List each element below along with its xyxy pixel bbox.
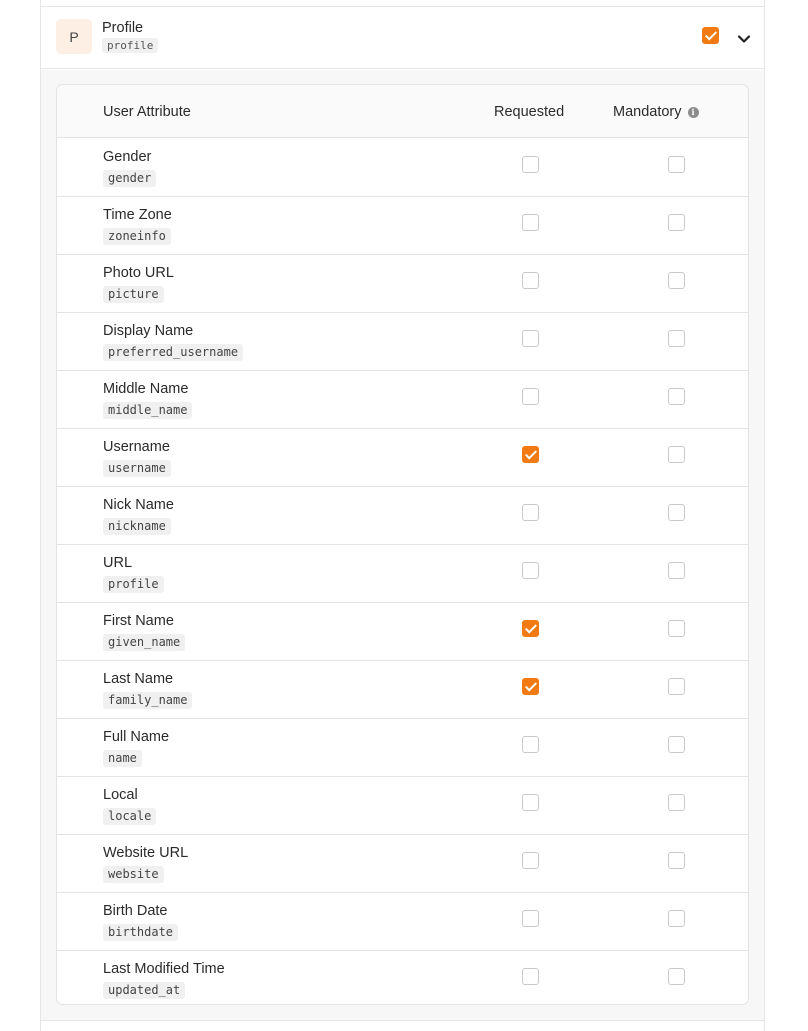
- requested-checkbox[interactable]: [522, 736, 539, 753]
- attribute-code: given_name: [103, 634, 185, 651]
- table-row: [57, 429, 748, 487]
- column-header-mandatory: [613, 104, 699, 120]
- mandatory-checkbox[interactable]: [668, 272, 685, 289]
- mandatory-checkbox[interactable]: [668, 968, 685, 985]
- mandatory-checkbox[interactable]: [668, 214, 685, 231]
- mandatory-checkbox[interactable]: [668, 562, 685, 579]
- table-row: [57, 545, 748, 603]
- requested-checkbox[interactable]: [522, 852, 539, 869]
- table-row: [57, 371, 748, 429]
- column-header-mandatory-label: Mandatory: [613, 104, 682, 120]
- scope-code: profile: [102, 38, 158, 53]
- scope-header[interactable]: [41, 7, 764, 69]
- attribute-code: updated_at: [103, 982, 185, 999]
- attribute-label: Display Name: [103, 323, 194, 339]
- attribute-code: zoneinfo: [103, 228, 171, 245]
- attribute-code: preferred_username: [103, 344, 243, 361]
- attribute-label: Last Name: [103, 671, 174, 687]
- table-row: [57, 255, 748, 313]
- attribute-label: Last Modified Time: [103, 961, 225, 977]
- attribute-label: Local: [103, 787, 138, 803]
- requested-checkbox[interactable]: [522, 504, 539, 521]
- mandatory-checkbox[interactable]: [668, 156, 685, 173]
- requested-checkbox[interactable]: [522, 794, 539, 811]
- table-row: [57, 487, 748, 545]
- requested-checkbox[interactable]: [522, 446, 539, 463]
- attribute-label: Photo URL: [103, 265, 174, 281]
- attribute-code: profile: [103, 576, 164, 593]
- requested-checkbox[interactable]: [522, 388, 539, 405]
- mandatory-checkbox[interactable]: [668, 330, 685, 347]
- scope-title: Profile: [102, 20, 144, 36]
- attribute-label: Username: [103, 439, 170, 455]
- attribute-code: locale: [103, 808, 156, 825]
- attribute-code: middle_name: [103, 402, 192, 419]
- table-row: [57, 603, 748, 661]
- mandatory-checkbox[interactable]: [668, 504, 685, 521]
- column-header-requested: Requested: [494, 104, 565, 120]
- mandatory-checkbox[interactable]: [668, 446, 685, 463]
- attribute-label: Birth Date: [103, 903, 168, 919]
- table-row: [57, 313, 748, 371]
- attribute-label: Nick Name: [103, 497, 174, 513]
- table-row: [57, 719, 748, 777]
- attribute-code: username: [103, 460, 171, 477]
- requested-checkbox[interactable]: [522, 156, 539, 173]
- table-row: [57, 197, 748, 255]
- attributes-panel: [41, 70, 764, 1021]
- mandatory-checkbox[interactable]: [668, 852, 685, 869]
- table-row: [57, 835, 748, 893]
- attribute-code: picture: [103, 286, 164, 303]
- attribute-label: Time Zone: [103, 207, 172, 223]
- attribute-code: name: [103, 750, 142, 767]
- attribute-label: First Name: [103, 613, 174, 629]
- attribute-code: family_name: [103, 692, 192, 709]
- requested-checkbox[interactable]: [522, 562, 539, 579]
- requested-checkbox[interactable]: [522, 330, 539, 347]
- info-icon[interactable]: i: [688, 107, 699, 118]
- attribute-code: nickname: [103, 518, 171, 535]
- table-row: [57, 893, 748, 951]
- requested-checkbox[interactable]: [522, 678, 539, 695]
- mandatory-checkbox[interactable]: [668, 678, 685, 695]
- attribute-code: website: [103, 866, 164, 883]
- mandatory-checkbox[interactable]: [668, 736, 685, 753]
- attribute-label: URL: [103, 555, 133, 571]
- attributes-table: [56, 84, 749, 1005]
- requested-checkbox[interactable]: [522, 968, 539, 985]
- scope-avatar: P: [56, 19, 92, 54]
- table-row: [57, 139, 748, 197]
- requested-checkbox[interactable]: [522, 910, 539, 927]
- mandatory-checkbox[interactable]: [668, 620, 685, 637]
- attribute-code: birthdate: [103, 924, 178, 941]
- table-header: [57, 85, 748, 138]
- attribute-label: Gender: [103, 149, 152, 165]
- table-row: [57, 777, 748, 835]
- scope-section: [40, 0, 765, 1031]
- requested-checkbox[interactable]: [522, 214, 539, 231]
- column-header-attribute: User Attribute: [103, 104, 191, 120]
- mandatory-checkbox[interactable]: [668, 910, 685, 927]
- attribute-label: Full Name: [103, 729, 170, 745]
- table-row: [57, 951, 748, 1005]
- attribute-code: gender: [103, 170, 156, 187]
- attribute-label: Website URL: [103, 845, 189, 861]
- mandatory-checkbox[interactable]: [668, 794, 685, 811]
- requested-checkbox[interactable]: [522, 620, 539, 637]
- table-row: [57, 661, 748, 719]
- chevron-down-icon[interactable]: [736, 31, 752, 47]
- scope-checkbox[interactable]: [702, 27, 719, 44]
- attribute-label: Middle Name: [103, 381, 189, 397]
- mandatory-checkbox[interactable]: [668, 388, 685, 405]
- requested-checkbox[interactable]: [522, 272, 539, 289]
